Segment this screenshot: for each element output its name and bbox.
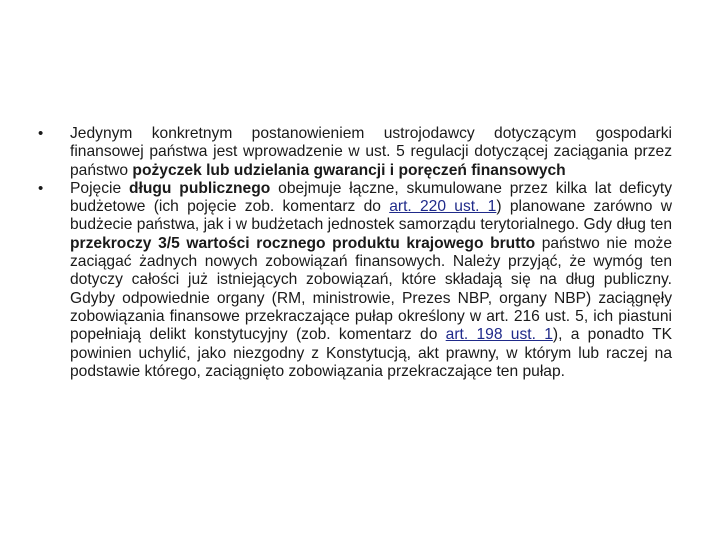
- bullet-2-text-2: obejmuje łączne, skumulowane przez kilka lat deficyty budżetowe (ich pojęcie zob. komentarz do: [70, 179, 672, 216]
- bullet-2-text-5: ), a ponadto TK powinien uchylić, jako niezgodny z Konstytucją, akt prawny, w którym lub raczej na podstawie którego, zaciągnięto zobowiązania przekraczające ten pułap.: [70, 326, 672, 380]
- bullet-2-text-1: Pojęcie: [70, 179, 130, 197]
- bullet-2-bold-2: przekroczy 3/5 wartości rocznego produktu krajowego brutto: [70, 234, 536, 252]
- bullet-item-1: [38, 125, 672, 180]
- bullet-item-2: [38, 180, 672, 381]
- bullet-1-bold-1: pożyczek lub udzielania gwarancji i poręczeń finansowych: [132, 161, 566, 179]
- bullet-dot-icon: •: [38, 179, 44, 197]
- bullet-2-bold-1: długu publicznego: [129, 179, 271, 197]
- bullet-2-text-4: państwo nie może zaciągać żadnych nowych zobowiązań finansowych. Należy przyjąć, że wymóg ten dotyczy całości już istniejących zobowiązań, które składają się na dług publiczny. Gdyby odpowiednie organy (RM, ministrowie, Prezes NBP, organy NBP) zaciągnęły zobowiązania finansowe przekraczające pułap określony w art. 216 ust. 5, ich piastuni popełniają delikt konstytucyjny (zob. komentarz do: [70, 234, 672, 344]
- bullet-2-text-3: ) planowane zarówno w budżecie państwa, jak i w budżetach jednostek samorządu terytorialnego. Gdy dług ten: [70, 198, 673, 234]
- article-link-220[interactable]: art. 220 ust. 1: [389, 198, 497, 216]
- article-link-198[interactable]: art. 198 ust. 1: [445, 326, 553, 344]
- bullet-dot-icon: •: [38, 125, 44, 142]
- bullet-list: [38, 125, 672, 381]
- bullet-1-text-1: Jedynym konkretnym postanowieniem ustrojodawcy dotyczącym gospodarki finansowej państwa jest wprowadzenie w ust. 5 regulacji dotyczącej zaciągania przez państwo: [70, 125, 672, 179]
